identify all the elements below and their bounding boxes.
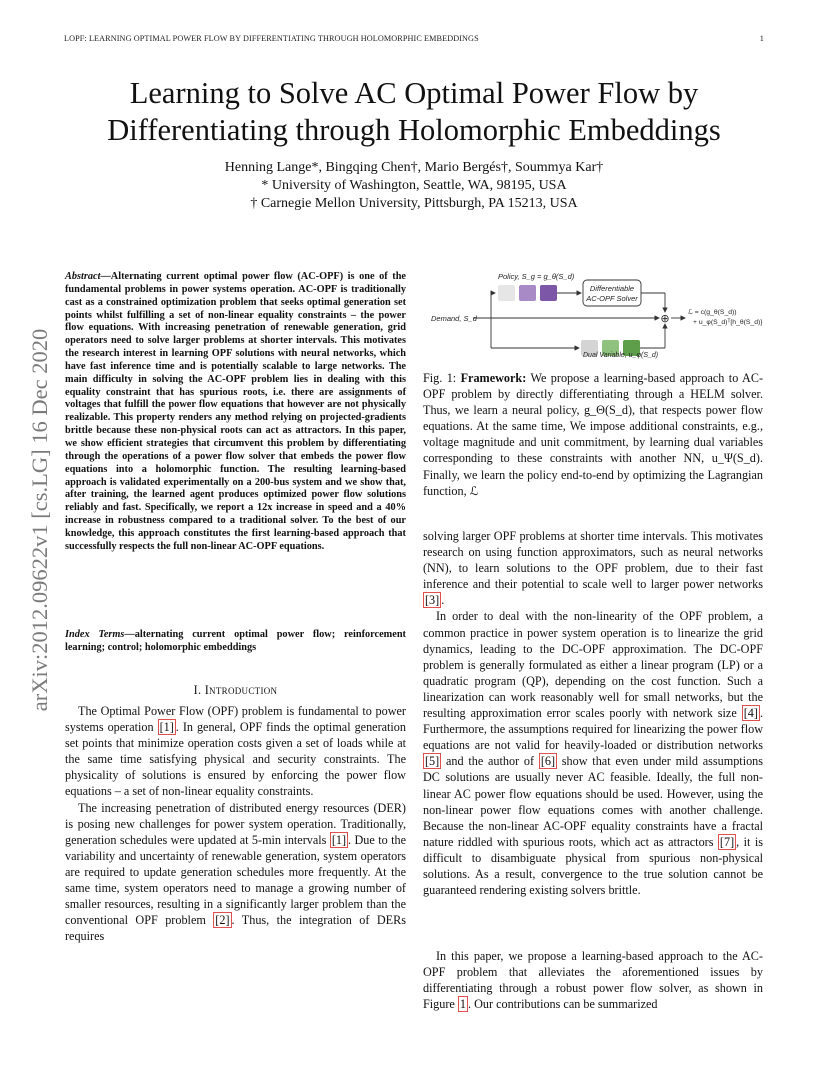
page-number: 1	[759, 34, 764, 43]
affiliation-2: † Carnegie Mellon University, Pittsburgh, PA 15213, USA	[250, 196, 578, 211]
citation-link[interactable]: [1]	[159, 720, 174, 735]
abstract-label: Abstract	[65, 271, 101, 282]
index-terms-text: —alternating current optimal power flow; reinforcement learning; control; holomorphic embeddings	[65, 629, 406, 653]
introduction-body	[65, 703, 406, 944]
paper-title	[0, 75, 828, 149]
right-paragraph-1: solving larger OPF problems at shorter time intervals. This motivates research on using function approximators, such as neural networks (NN), to learn solutions to the OPF problem, due to their fast inference and their potential to scale well to larger power networks [3] .	[423, 529, 763, 608]
right-paragraph-2: In order to deal with the non-linearity of the OPF problem, a common practice in power system operation is to linearize the grid dynamics, leading to the DC-OPF approximation. The DC-OPF problem is generally formulated as either a linear program (LP) or a quadratic program (QP), depending on the cost function. Such a linearization can work reasonably well for small networks, but the resulting approximation error scales poorly with network size [4] . Furthermore, the assumptions required for linearizing the power flow equations are not valid for heavily-loaded or distribution networks [5] and the author of [6] show that even under mild assumptions DC solutions are usually never AC feasible. Ideally, the full non-linear AC power flow equations should be used. However, using the non-linear power flow equations comes with another challenge. Because the non-linear AC-OPF equality constraints have a fractal nature riddled with spurious roots, which act as attractors [7] , it is difficult to disambiguate physical from spurious non-physical solutions. As a result, convergence to the true solution cannot be guaranteed rendering existing solvers brittle.	[423, 609, 764, 898]
title-line-1: Learning to Solve AC Optimal Power Flow by	[129, 76, 699, 110]
section-heading-introduction: I. Introduction	[193, 683, 278, 697]
right-paragraph-3: In this paper, we propose a learning-based approach to the AC-OPF problem that alleviates the aforementioned issues by differentiating through a robust power flow solver, as shown in Figure 1 . Our contributions can be summarized	[423, 949, 763, 1012]
loss-label-1: ℒ = c(g_θ(S_d))	[688, 309, 737, 316]
citation-link[interactable]: [2]	[215, 913, 230, 928]
policy-layer-1	[498, 285, 515, 301]
author-block	[0, 159, 828, 213]
solver-label-2: AC-OPF Solver	[586, 294, 638, 303]
citation-link[interactable]: [1]	[331, 832, 347, 847]
citation-link[interactable]: [3]	[425, 593, 440, 608]
policy-label: Policy, S_g = g_θ(S_d)	[498, 272, 575, 281]
index-terms	[65, 629, 406, 655]
citation-link[interactable]: [4]	[743, 706, 758, 721]
sum-node-symbol: ⊕	[660, 313, 670, 325]
abstract-text: —Alternating current optimal power flow (AC-OPF) is one of the fundamental problems in power systems operation. AC-OPF is traditionally cast as a constrained optimization problem that seeks optimal generation set points whilst fulfilling a set of non-linear equality constraints – the power flow equations. With increasing penetration of renewable generation, grid operators need to solve larger problems at shorter intervals. This motivates the research interest in learning OPF solutions with neural networks, which have fast inference time and is potentially scalable to large networks. The main difficulty in solving the AC-OPF problem lies in dealing with this equality constraint that has spurious roots, i.e. there are assignments of voltages that fulfill the power flow equations that however are not physically realizable. This property renders any method relying on projected-gradients brittle because these non-physical roots can act as attractors. In this paper, we show efficient strategies that circumvent this problem by differentiating through the operations of a power flow solver that embeds the power flow equations into a holomorphic function. The resulting learning-based approach is validated experimentally on a 200-bus system and we show that, after training, the learned agent produces optimized power flow solutions reliably and fast. Specifically, we report a 12x increase in speed and a 40% increase in robustness compared to a traditional solver. To the best of our knowledge, this approach constitutes the first learning-based approach that successfully respects the full non-linear AC-OPF equations.	[65, 271, 406, 552]
intro-paragraph-1: The Optimal Power Flow (OPF) problem is fundamental to power systems operation [1] . In general, OPF finds the optimal generation set points that minimize operation costs given a set of loads while at the same time satisfying physical and security constraints. The physicality of solutions is ensured by enforcing the power flow equations – a set of non-linear equality constraints.	[65, 704, 406, 799]
author-names: Henning Lange*, Bingqing Chen†, Mario Bergés†, Soummya Kar†	[224, 160, 604, 175]
caption-framework-label: Framework:	[460, 371, 527, 385]
index-terms-label: Index Terms	[65, 629, 125, 640]
running-head	[64, 34, 764, 43]
caption-fig-label: Fig. 1:	[423, 371, 457, 385]
running-head-title: LOPF: LEARNING OPTIMAL POWER FLOW BY DIFFERENTIATING THROUGH HOLOMORPHIC EMBEDDINGS	[64, 34, 479, 43]
right-column-body	[423, 528, 763, 898]
right-column-body-2	[423, 948, 763, 1012]
solver-label-1: Differentiable	[589, 284, 635, 293]
dual-label: Dual Variable, u_φ(S_d)	[583, 352, 659, 359]
demand-label: Demand, S_d	[431, 314, 477, 323]
intro-paragraph-2: The increasing penetration of distributed energy resources (DER) is posing new challenges for power system operation. Traditionally, generation schedules were updated at 5-min intervals [1] . Due to the variability and uncertainty of renewable generation, system operators are required to update generation schedules more frequently. At the same time, system operators need to manage a growing number of smaller resources, resulting in a significantly larger problem than the conventional OPF problem [2] . Thus, the integration of DERs requires	[65, 800, 406, 944]
affiliation-1: * University of Washington, Seattle, WA, 98195, USA	[261, 178, 567, 193]
citation-link[interactable]: [6]	[540, 754, 556, 769]
policy-layer-2	[519, 285, 536, 301]
figure-1-diagram	[423, 268, 763, 360]
figure-1-caption	[423, 370, 763, 499]
citation-link[interactable]: [5]	[425, 754, 440, 769]
title-line-2: Differentiating through Holomorphic Embeddings	[107, 113, 721, 147]
loss-label-2: + u_φ(S_d)ᵀ[h_θ(S_d)]₊	[693, 319, 763, 326]
citation-link[interactable]: [7]	[719, 834, 735, 849]
arxiv-stamp: arXiv:2012.09622v1 [cs.LG] 16 Dec 2020	[27, 328, 52, 712]
abstract	[65, 271, 406, 554]
policy-layer-3	[540, 285, 557, 301]
caption-text: We propose a learning-based approach to AC-OPF problem by directly differentiating through a HELM solver. Thus, we learn a neural policy, g_Θ(S_d), that respects power flow equations. At the same time, We impose additional constraints, e.g., voltage magnitude and unit commitment, by learning dual variables corresponding to these constraints with another NN, u_Ψ(S_d). Finally, we learn the policy end-to-end by optimizing the Lagrangian function, ℒ	[423, 371, 764, 498]
figure-reference-link[interactable]: 1	[459, 997, 466, 1012]
